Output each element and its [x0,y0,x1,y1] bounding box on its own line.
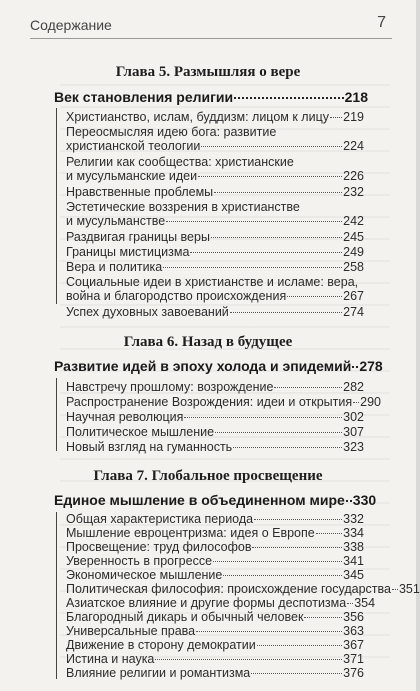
toc-entry[interactable] [66,185,364,199]
toc-main-entry[interactable] [54,89,368,105]
toc-entry[interactable] [66,230,364,244]
toc-entry-title: Истина и наука [66,652,155,666]
toc-entry-title: Новый взгляд на гуманность [66,440,233,454]
toc-entry[interactable] [66,275,364,303]
toc-entry-title: война и благородство происхождения [66,289,287,303]
toc-entry[interactable] [66,652,364,666]
toc-entry[interactable] [66,410,364,424]
toc-entry[interactable] [66,554,364,568]
toc-page-number: 249 [343,245,364,259]
chapter-7-heading: Глава 7. Глобальное просвещение [93,468,323,484]
toc-entry-title: и мусульманстве [66,214,166,228]
toc-entry-title: Политическое мышление [66,425,215,439]
toc-entry[interactable] [66,200,364,228]
toc-page-number: 218 [344,89,368,105]
toc-entry[interactable] [66,666,364,680]
chapter-6-heading: Глава 6. Назад в будущее [123,334,293,350]
toc-entry-title: Раздвигая границы веры [66,230,210,244]
entry-group-bar [56,512,57,679]
leader-dots [251,673,342,674]
leader-dots [215,432,342,433]
toc-entry-title-line1: Переосмысляя идею бога: развитие [66,125,277,139]
toc-main-title: Развитие идей в эпоху холода и эпидемий [54,358,352,374]
toc-page-number: 363 [343,624,364,638]
entry-group-bar [56,378,57,451]
toc-entry[interactable] [66,610,364,624]
toc-entry-title: и мусульманские идеи [66,169,198,183]
toc-entry-title: Влияние религии и романтизма [66,666,251,680]
toc-page-number: 338 [343,540,364,554]
toc-page-number: 226 [343,169,364,183]
toc-page-number: 290 [360,395,381,409]
toc-entry-title: Успех духовных завоеваний [66,305,229,319]
toc-page-number: 332 [343,512,364,526]
leader-dots [201,146,342,147]
toc-entry[interactable] [66,596,376,610]
toc-page-number: 376 [343,666,364,680]
toc-page-number: 371 [343,652,364,666]
leader-dots [257,645,342,646]
leader-dots [166,221,342,222]
toc-entry-title: Границы мистицизма [66,245,190,259]
leader-dots [155,659,342,660]
toc-entry[interactable] [66,305,364,319]
leader-dots [223,575,342,576]
toc-entry[interactable] [66,125,364,153]
toc-page-number: 224 [343,139,364,153]
toc-page-number: 274 [343,305,364,319]
toc-entry-title: Уверенность в прогрессе [66,554,213,568]
toc-main-entry[interactable] [54,492,377,508]
toc-entry[interactable] [66,512,364,526]
leader-dots [230,312,342,313]
leader-dots [352,366,358,368]
toc-page-number: 302 [343,410,364,424]
toc-page-number: 356 [343,610,364,624]
leader-dots [163,267,342,268]
leader-dots [190,252,342,253]
toc-entry-title-line1: Эстетические воззрения в христианстве [66,200,300,214]
chapter-5-heading: Глава 5. Размышляя о вере [115,64,301,80]
toc-entry-title: Распространение Возрождения: идеи и открытия [66,395,353,409]
leader-dots [330,117,342,118]
toc-page-number: 219 [343,110,364,124]
toc-entry[interactable] [66,568,364,582]
toc-page-number: 232 [343,185,364,199]
toc-page-number: 341 [343,554,364,568]
toc-entry-title: Просвещение: труд философов [66,540,252,554]
leader-dots [234,97,343,99]
toc-page-number: 278 [359,358,383,374]
leader-dots [196,631,342,632]
toc-page-number: 351 [398,582,420,596]
toc-entry[interactable] [66,245,364,259]
leader-dots [274,387,342,388]
toc-page-number: 267 [343,289,364,303]
leader-dots [233,447,342,448]
leader-dots [304,617,342,618]
toc-entry-title: Азиатское влияние и другие формы деспотизма [66,596,347,610]
toc-entry-title: Нравственные проблемы [66,185,214,199]
toc-page-number: 367 [343,638,364,652]
toc-entry-title: Вера и политика [66,260,163,274]
leader-dots [254,519,342,520]
leader-dots [346,500,352,502]
toc-entry-title: Универсальные права [66,624,196,638]
toc-entry-title: Экономическое мышление [66,568,223,582]
toc-page-number: 307 [343,425,364,439]
leader-dots [214,192,342,193]
leader-dots [198,176,342,177]
toc-entry[interactable] [66,425,364,439]
leader-dots [184,417,342,418]
toc-page-number: 334 [343,526,364,540]
toc-entry[interactable] [66,380,364,394]
toc-entry-title: Благородный дикарь и обычный человек [66,610,304,624]
toc-entry-title: христианской теологии [66,139,201,153]
toc-entry-title-line1: Социальные идеи в христианстве и исламе: вера, [66,275,359,289]
toc-entry-title: Общая характеристика периода [66,512,254,526]
toc-entry[interactable] [66,624,364,638]
toc-entry-title-line1: Религии как сообщества: христианские [66,155,294,169]
leader-dots [347,603,353,604]
toc-entry[interactable] [66,526,364,540]
leader-dots [211,237,342,238]
toc-entry-title: Мышление евроцентризма: идея о Европе [66,526,315,540]
toc-page-number: 354 [354,596,376,610]
toc-page-number: 242 [343,214,364,228]
running-header-title: Содержание [30,17,112,33]
toc-entry-title: Политическая философия: происхождение государства [66,582,391,596]
toc-entry-title: Христианство, ислам, буддизм: лицом к лицу [66,110,329,124]
toc-entry[interactable] [66,582,420,596]
toc-entry[interactable] [66,395,381,409]
leader-dots [316,533,342,534]
toc-page-number: 330 [352,492,377,508]
toc-entry[interactable] [66,155,364,183]
leader-dots [287,296,342,297]
toc-entry-title: Навстречу прошлому: возрождение [66,380,274,394]
leader-dots [213,561,342,562]
running-header [30,8,392,39]
toc-page-number: 245 [343,230,364,244]
leader-dots [392,589,398,590]
toc-page-number: 323 [343,440,364,454]
toc-page-number: 345 [343,568,364,582]
toc-main-title: Век становления религии [54,89,234,105]
toc-main-title: Единое мышление в объединенном мире [54,492,345,508]
toc-entry[interactable] [66,110,364,124]
toc-main-entry[interactable] [54,358,383,374]
toc-entry[interactable] [66,440,364,454]
toc-entry-title: Движение в сторону демократии [66,638,256,652]
leader-dots [252,547,342,548]
toc-entry-title: Научная революция [66,410,184,424]
entry-group-bar [56,108,57,304]
toc-entry[interactable] [66,638,364,652]
toc-entry[interactable] [66,260,364,274]
toc-page-number: 258 [343,260,364,274]
page-number: 7 [377,14,386,31]
leader-dots [353,402,359,403]
toc-page-number: 282 [343,380,364,394]
toc-entry[interactable] [66,540,364,554]
